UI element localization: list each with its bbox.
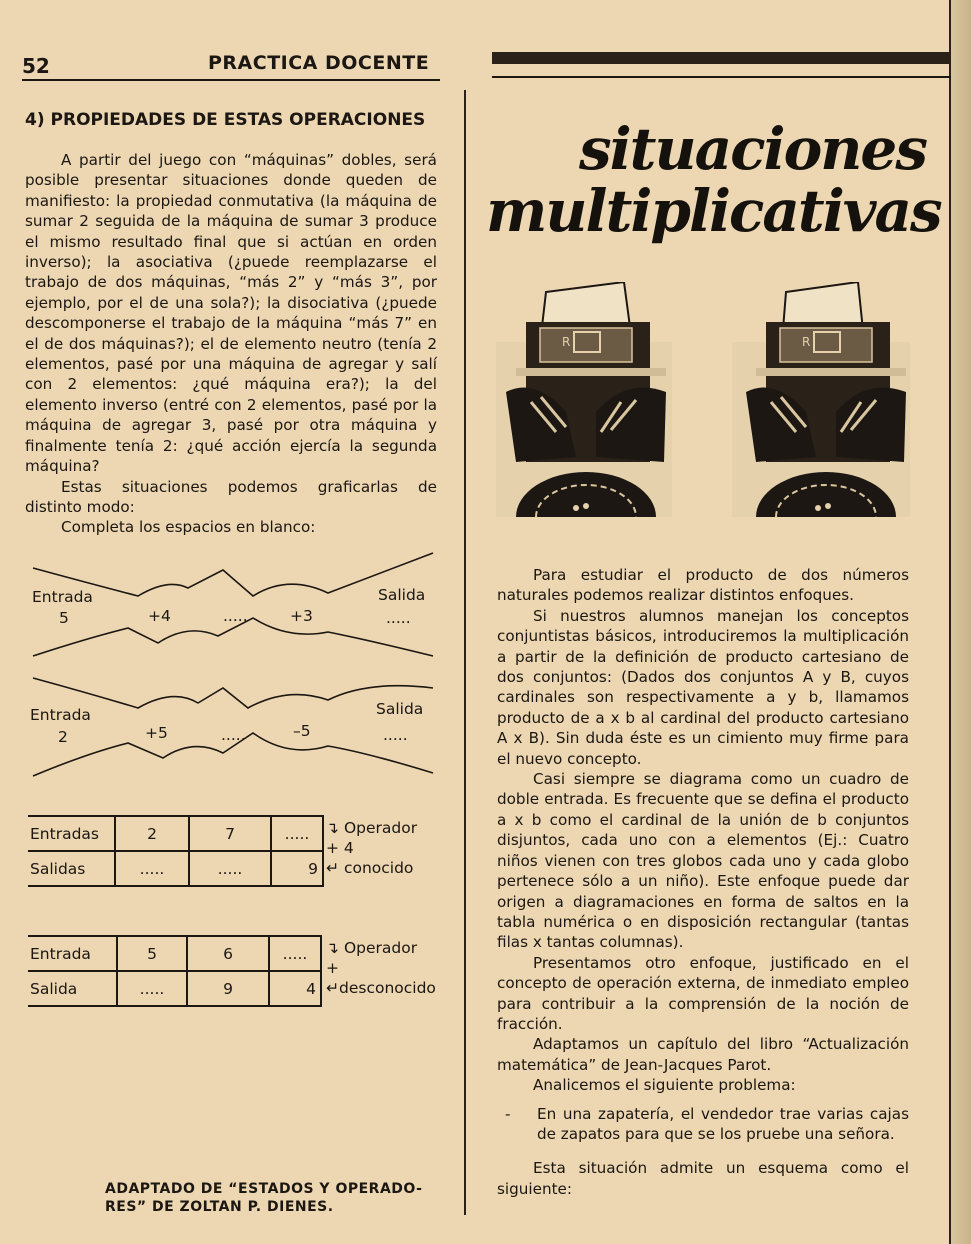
- machine-diagrams: [28, 548, 448, 788]
- calculators-photo: [496, 282, 910, 517]
- calculator-left: [496, 282, 672, 517]
- problem-statement: [497, 1104, 909, 1145]
- page-header: [22, 50, 432, 80]
- input-output-table-known: [28, 815, 324, 887]
- svg-text:R: R: [802, 335, 811, 349]
- input-output-table-unknown: [28, 935, 322, 1007]
- diagram-blank: .....: [223, 607, 248, 625]
- diagram-value: +3: [290, 607, 313, 625]
- header-rule: [22, 79, 440, 81]
- table-cell: 2: [115, 816, 189, 851]
- paragraph: Casi siempre se diagrama como un cuadro de doble entrada. Es frecuente que se defina el producto a x b como el cardinal de la unión de b conjuntos disjuntos, cada uno con a elementos (Ej.: Cuatro niños vienen con tres globos cada uno y cada globo pertenece sólo a un niño). Este enfoque puede dar origen a diagramaciones en forma de saltos en la tabla numérica o en disposición rectangular (tantas filas x tantas columnas).: [497, 770, 909, 952]
- paragraph: Si nuestros alumnos manejan los conceptos conjuntistas básicos, introduciremos la multiplicación a partir de la definición de producto cartesiano de dos conjuntos: (Dados dos conjuntos A y B, cuyos cardinales son respectivamente a y b, llamamos producto de a x b al cardinal del producto cartesiano A x B). Sin duda éste es un cimiento muy firme para el nuevo concepto.: [497, 606, 909, 768]
- source-credit: [105, 1180, 422, 1216]
- credit-line: ADAPTADO DE “ESTADOS Y OPERADO-: [105, 1181, 423, 1197]
- salida-label: Salida: [376, 700, 424, 718]
- arrow-return-icon: ↵: [326, 979, 339, 997]
- table-cell: 6: [187, 936, 269, 971]
- table-cell: .....: [271, 816, 323, 851]
- table-cell: 4: [269, 971, 321, 1006]
- paragraph: Presentamos otro enfoque, justificado en el concepto de operación externa, de inmediato empleo para contribuir a la comprensión de la noción de fracción.: [497, 953, 909, 1033]
- calculator-illustration: [496, 282, 910, 517]
- wavy-lines: [28, 548, 448, 788]
- paragraph: Esta situación admite un esquema como el siguiente:: [497, 1159, 909, 1198]
- salida-label: Salida: [378, 586, 426, 604]
- entrada-label: Entrada: [32, 588, 93, 606]
- article-title: [486, 115, 941, 245]
- diagram-value: 5: [59, 609, 69, 627]
- arrow-return-icon: ↵: [326, 859, 339, 877]
- diagram-value: +4: [148, 607, 171, 625]
- operator-note: [326, 818, 417, 878]
- paragraph: Estas situaciones podemos graficarlas de distinto modo:: [25, 477, 437, 516]
- operator-label: Operador: [343, 819, 418, 837]
- page-number: 52: [22, 54, 50, 78]
- credit-line: RES” DE ZOLTAN P. DIENES.: [105, 1199, 334, 1215]
- diagram-blank: .....: [383, 726, 408, 744]
- diagram-value: –5: [293, 722, 311, 740]
- diagram-value: +5: [145, 724, 168, 742]
- running-head: PRACTICA DOCENTE: [208, 52, 430, 74]
- table-cell: .....: [117, 971, 187, 1006]
- paragraph: Completa los espacios en blanco:: [61, 518, 316, 537]
- operator-note: [326, 938, 436, 998]
- paragraph: Analicemos el siguiente problema:: [533, 1076, 796, 1095]
- title-line: multiplicativas: [486, 177, 941, 245]
- paragraph: Para estudiar el producto de dos números naturales podemos realizar distintos enfoques.: [497, 566, 909, 605]
- row-label: Salidas: [28, 851, 115, 886]
- table-cell: 7: [189, 816, 271, 851]
- dash-marker: -: [505, 1104, 511, 1123]
- row-label: Salida: [28, 971, 117, 1006]
- calculator-right: [732, 282, 910, 517]
- paragraph: Adaptamos un capítulo del libro “Actualización matemática” de Jean-Jacques Parot.: [497, 1035, 909, 1074]
- header-rule-right: [492, 76, 951, 78]
- table-cell: 5: [117, 936, 187, 971]
- left-column: [25, 110, 437, 538]
- page-edge: [949, 0, 971, 1244]
- diagram-blank: .....: [221, 726, 246, 744]
- column-divider: [464, 90, 466, 1215]
- operator-status: conocido: [343, 859, 414, 877]
- row-label: Entradas: [28, 816, 115, 851]
- entrada-label: Entrada: [30, 706, 91, 724]
- paragraph: A partir del juego con “máquinas” dobles, será posible presentar situaciones donde queden de manifiesto: la propiedad conmutativa (la máquina de sumar 2 seguida de la máquina de sumar 3 produce el mismo resultado final que si actúan en orden inverso); la asociativa (¿puede reemplazarse el trabajo de dos máquinas, “más 2” y “más 3”, por ejemplo, por el de una sola?); la disociativa (¿puede descomponerse el trabajo de la máquina “más 7” en el de dos máquinas?); el de elemento neutro (tenía 2 elementos, pasé por una máquina de agregar y salí con 2 elementos: ¿qué máquina era?); la del elemento inverso (entré con 2 elementos, pasé por la máquina de agregar 3, pasé por otra máquina y finalmente tenía 2: ¿qué acción ejercía la segunda máquina?: [25, 151, 437, 476]
- right-column: [497, 565, 909, 1199]
- operator-label: Operador: [343, 939, 418, 957]
- diagram-blank: .....: [386, 609, 411, 627]
- section-title: 4) PROPIEDADES DE ESTAS OPERACIONES: [25, 110, 426, 130]
- operator-value: + 4: [326, 839, 354, 857]
- svg-text:R: R: [562, 335, 571, 349]
- diagram-value: 2: [58, 728, 68, 746]
- table-cell: 9: [271, 851, 323, 886]
- header-bar: [492, 52, 951, 64]
- table-cell: .....: [115, 851, 189, 886]
- operator-value: +: [326, 959, 339, 977]
- arrow-down-icon: ↴: [326, 939, 339, 957]
- problem-text: En una zapatería, el vendedor trae varias cajas de zapatos para que se los pruebe una señora.: [537, 1104, 909, 1143]
- table-cell: 9: [187, 971, 269, 1006]
- operator-status: desconocido: [339, 979, 436, 997]
- table-cell: .....: [269, 936, 321, 971]
- table-cell: .....: [189, 851, 271, 886]
- row-label: Entrada: [28, 936, 117, 971]
- title-line: situaciones: [579, 115, 926, 183]
- arrow-down-icon: ↴: [326, 819, 339, 837]
